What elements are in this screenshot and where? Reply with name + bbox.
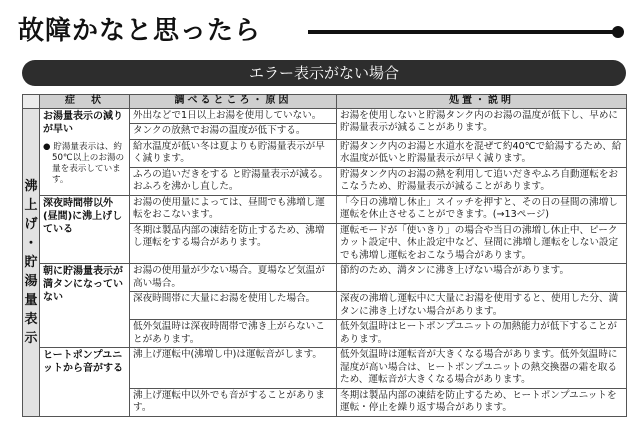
category-char: 表: [24, 311, 38, 327]
check-cell: 沸上げ運転中以外でも音がすることがあります。: [130, 388, 337, 416]
table-row: [23, 108, 627, 124]
category-char: 上: [24, 197, 38, 213]
check-cell: 深夜時間帯に大量にお湯を使用した場合。: [130, 292, 337, 320]
action-cell: 「今日の沸増し休止」スイッチを押すと、その日の昼間の沸増し運転を休止させることができます。(→13ページ): [337, 195, 627, 223]
symptom-cell: [40, 108, 130, 195]
section-banner: エラー表示がない場合: [22, 60, 626, 86]
symptom-cell: [40, 348, 130, 417]
category-char: 示: [24, 330, 38, 346]
page-title: 故障かなと思ったら: [18, 16, 262, 46]
title-rule: [308, 30, 618, 34]
header-action: 処置・説明: [337, 95, 627, 109]
check-cell: 低外気温時は深夜時間帯で沸き上がらないことがあります。: [130, 320, 337, 348]
category-char: 量: [24, 292, 38, 308]
action-cell: 貯湯タンク内のお湯の熱を利用して追いだきやふろ自動運転をおこなうため、貯湯量表示が減ることがあります。: [337, 167, 627, 195]
category-char: 湯: [24, 273, 38, 289]
symptom-cell: [40, 195, 130, 264]
table-row: [23, 348, 627, 389]
title-row: [16, 10, 626, 48]
symptom-note: ● 貯湯量表示は、約50℃以上のお湯の量を表示しています。: [43, 141, 125, 185]
check-cell: 沸上げ運転中(沸増し中)は運転音がします。: [130, 348, 337, 389]
category-char: ・: [24, 235, 38, 251]
category-char: 沸: [24, 178, 38, 194]
action-cell: 貯湯タンク内のお湯と水道水を混ぜて約40℃で給湯するため、給水温度が低いと貯湯量表示が早く減ります。: [337, 139, 627, 167]
header-blank: [23, 95, 40, 109]
symptom-cell: [40, 264, 130, 348]
symptom-text: 朝に貯湯量表示が満タンになっていない: [43, 266, 123, 303]
table-row: [23, 264, 627, 292]
table-row: [23, 195, 627, 223]
action-cell: 低外気温時は運転音が大きくなる場合があります。低外気温時に湿度が高い場合は、ヒートポンプユニットの熱交換器の霜を取るため、運転音が大きくなる場合があります。: [337, 348, 627, 389]
check-cell: ふろの追いだきをする と貯湯量表示が減る。おふろを沸かし直した。: [130, 167, 337, 195]
category-char: げ: [24, 216, 38, 232]
title-dot: [612, 26, 624, 38]
symptom-text: ヒートポンプユニットから音がする: [43, 350, 123, 374]
category-cell: [23, 108, 40, 416]
header-check: 調べるところ・原因: [130, 95, 337, 109]
action-cell: 低外気温時はヒートポンプユニットの加熱能力が低下することがあります。: [337, 320, 627, 348]
symptom-text: お湯量表示の減りが早い: [43, 110, 123, 135]
action-cell: 冬期は製品内部の凍結を防止するため、ヒートポンプユニットを運転・停止を繰り返す場合があります。: [337, 388, 627, 416]
header-symptom: 症 状: [40, 95, 130, 109]
troubleshooting-table: [22, 94, 627, 417]
symptom-text: 深夜時間帯以外(昼間)に沸上げしている: [43, 197, 123, 235]
action-cell: 深夜の沸増し運転中に大量にお湯を使用すると、使用した分、満タンに沸き上げない場合があります。: [337, 292, 627, 320]
table-header-row: [23, 95, 627, 109]
action-cell: 節約のため、満タンに沸き上げない場合があります。: [337, 264, 627, 292]
check-cell: お湯の使用量が少ない場合。夏場など気温が高い場合。: [130, 264, 337, 292]
action-cell: お湯を使用しないと貯湯タンク内のお湯の温度が低下し、早めに貯湯量表示が減ることがあります。: [337, 108, 627, 139]
check-cell: タンクの放熱でお湯の温度が低下する。: [130, 124, 337, 140]
category-char: 貯: [24, 254, 38, 270]
action-cell: 運転モードが「使いきり」の場合や当日の沸増し休止中、ピークカット設定中、休止設定中など、昼間に沸増し運転をしない設定でも沸増し運転をおこなう場合があります。: [337, 223, 627, 264]
check-cell: 外出などで1日以上お湯を使用していない。: [130, 108, 337, 124]
check-cell: お湯の使用量によっては、昼間でも沸増し運転をおこないます。: [130, 195, 337, 223]
check-cell: 給水温度が低い冬は夏よりも貯湯量表示が早く減ります。: [130, 139, 337, 167]
check-cell: 冬期は製品内部の凍結を防止するため、沸増し運転をする場合があります。: [130, 223, 337, 264]
